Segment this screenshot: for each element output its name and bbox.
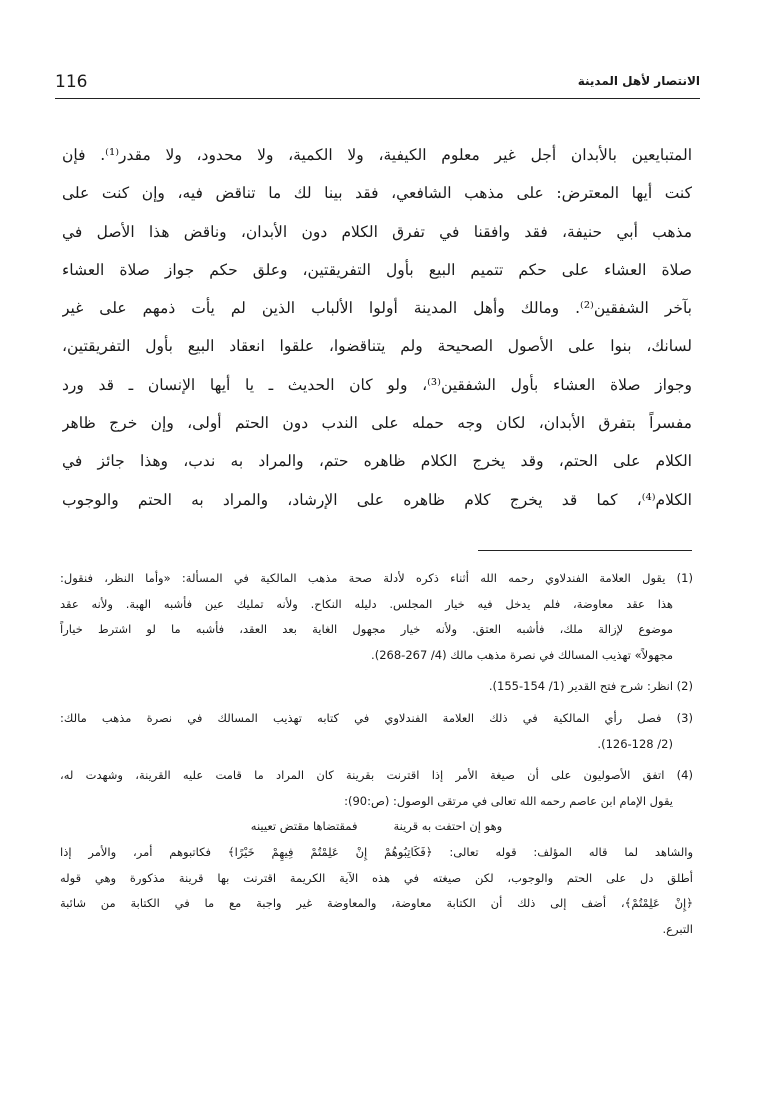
- poem-hemistich-right: وهو إن احتفت به قرينة: [393, 819, 503, 834]
- body-line: الكلام⁽⁴⁾، كما قد يخرج كلام ظاهره على الإرشاد، والمراد به الحتم والوجوب: [62, 490, 692, 509]
- body-line: المتبايعين بالأبدان أجل غير معلوم الكيفية، ولا الكمية، ولا محدود، ولا مقدر⁽¹⁾. فإن: [62, 146, 692, 164]
- footnote-line: (2) انظر: شرح فتح القدير (1/ 154-155).: [488, 679, 693, 694]
- footnote-line: (2/ 126-128).: [597, 736, 673, 751]
- footnote-line: التبرع.: [662, 921, 693, 936]
- body-line: مذهب أبي حنيفة، فقد وافقنا في تفرق الكلام دون الأبدان، وناقض هذا الأصل في: [62, 222, 692, 241]
- body-line: مفسراً بتفرق الأبدان، لكان وجه حمله على الندب دون الحتم أولى، وإن خرج ظاهر: [62, 414, 692, 433]
- footnote-line: (1) يقول العلامة الفندلاوي رحمه الله أثناء ذكره لأدلة صحة مذهب المالكية في المسألة: «وأما النظر، فنقول:: [60, 571, 693, 585]
- body-line: بآخر الشفقين⁽²⁾. ومالك وأهل المدينة أولوا الألباب الذين لم يأت ذمهم على غير: [62, 299, 692, 318]
- footnotes: [60, 566, 693, 942]
- footnote-line: والشاهد لما قاله المؤلف: قوله تعالى: ﴿فَكَاتِبُوهُمْ إِنْ عَلِمْتُمْ فِيهِمْ خَيْرًا﴾ فكاتبوهم أمر، والأمر إذا: [60, 844, 693, 859]
- footnote-line: يقول الإمام ابن عاصم رحمه الله تعالى في مرتقى الوصول: (ص:90):: [344, 793, 673, 808]
- footnote-line: (4) اتفق الأصوليون على أن صيغة الأمر إذا اقترنت بقرينة كان المراد ما قامت عليه القرينة، وشهدت له،: [60, 768, 693, 783]
- page-number: 116: [55, 72, 88, 92]
- footnote-line: هذا عقد معاوضة، فلم يدخل فيه خيار المجلس. دليله النكاح. ولأنه تمليك عين فأشبه الهبة. ولأنه عقد: [60, 596, 673, 611]
- page-header: [55, 70, 700, 99]
- body-line: كنت أيها المعترض: على مذهب الشافعي، فقد بينا لك ما تناقض فيه، وإن كنت على: [62, 184, 692, 203]
- footnote-line: أطلق دل على الحتم والوجوب، لكن صيغته في هذه الآية الكريمة اقترنت بها قرينة مذكورة وهي قوله: [60, 870, 693, 885]
- footnote-line: مجهولاً» تهذيب المسالك في نصرة مذهب مالك (4/ 267-268).: [371, 647, 673, 662]
- footnote-2: [60, 674, 693, 700]
- footnote-4: [60, 763, 693, 942]
- main-text: [62, 136, 692, 519]
- footnote-line: موضوع لإزالة ملك، فأشبه العتق. ولأنه خيار مجهول الغاية بعد العقد، فأشبه ما لو اشترط خياراً: [60, 622, 673, 637]
- footnote-separator: [478, 550, 692, 551]
- body-line: وجواز صلاة العشاء بأول الشفقين⁽³⁾، ولو كان الحديث ـ يا أيها الإنسان ـ قد ورد: [62, 375, 692, 394]
- footnote-line: ﴿إِنْ عَلِمْتُمْ﴾، أضف إلى ذلك أن الكتابة معاوضة، والمعاوضة غير واجبة مع ما في الكتابة من شائبة: [60, 896, 693, 911]
- footnote-line: (3) فصل رأي المالكية في ذلك العلامة الفندلاوي في كتابه تهذيب المسالك في نصرة مذهب مالك:: [60, 710, 693, 725]
- body-line: صلاة العشاء على حكم تتميم البيع بأول التفريقتين، وعلق حكم جواز صلاة العشاء: [62, 260, 692, 279]
- poem-hemistich-left: فمقتضاها مقتض تعيينه: [250, 819, 358, 834]
- poem-verse: [60, 814, 693, 840]
- body-line: لسانك، بنوا على الأصول الصحيحة ولم يتناقضوا، علقوا انعقاد البيع بأول التفريقتين،: [62, 337, 692, 356]
- footnote-3: [60, 706, 693, 757]
- running-title: الانتصار لأهل المدينة: [577, 74, 700, 88]
- body-line: الكلام على الحتم، وقد يخرج الكلام ظاهره حتم، والمراد به ندب، وهذا جائز في: [62, 452, 692, 471]
- footnote-1: [60, 566, 693, 668]
